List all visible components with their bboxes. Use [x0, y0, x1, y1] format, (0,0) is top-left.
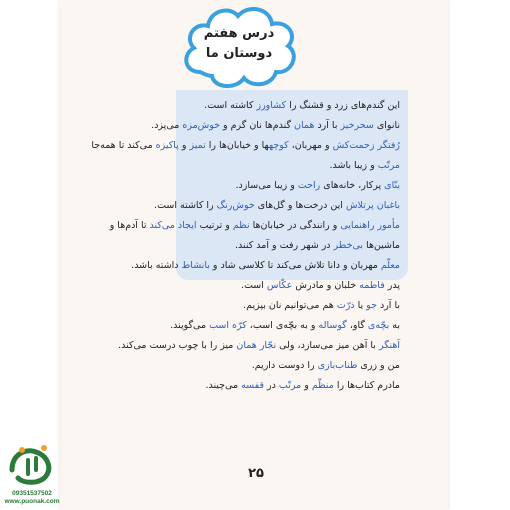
text-segment: می‌پزد.	[151, 120, 183, 131]
text-segment: خلبان و مادرش	[292, 280, 360, 291]
vocab-word: راحت	[297, 180, 321, 191]
vocab-word: عکّاس	[266, 280, 293, 291]
vocab-word: بنّای	[384, 180, 400, 191]
text-segment: می‌کند تا همه‌جا	[91, 140, 156, 151]
vocab-word: منظّم	[311, 380, 334, 391]
vocab-word: سحرخیز	[340, 120, 374, 131]
text-segment: کاشته است.	[204, 100, 257, 111]
text-line	[88, 376, 400, 396]
text-segment: این گندم‌های زرد و قشنگ را	[286, 100, 400, 111]
vocab-word: نجّار	[259, 340, 277, 351]
vocab-word: همان	[236, 340, 257, 351]
text-segment: گندم‌ها نان گرم و	[220, 120, 295, 131]
publisher-logo	[2, 440, 62, 506]
text-segment: تا آدم‌ها و	[109, 220, 150, 231]
vocab-word: قفسه	[241, 380, 264, 391]
vocab-word: خوش‌رنگ	[216, 200, 255, 211]
text-segment: و	[301, 380, 312, 391]
text-segment: و رانندگی در خیابان‌ها	[249, 220, 341, 231]
text-line	[88, 216, 400, 236]
vocab-word: همان	[294, 120, 315, 131]
vocab-word: خوش‌مزه	[182, 120, 221, 131]
text-line	[88, 236, 400, 256]
text-segment: به	[389, 320, 400, 331]
page-number: ۲۵	[248, 466, 264, 481]
text-segment: می‌گویند.	[170, 320, 210, 331]
text-segment: را دوست داریم.	[251, 360, 318, 371]
text-line	[88, 276, 400, 296]
text-segment: و به بچّه‌ی اسب،	[246, 320, 319, 331]
text-segment: پرکار، خانه‌های	[320, 180, 385, 191]
vocab-word: نظم	[232, 220, 250, 231]
text-line	[88, 116, 400, 136]
vocab-word: بچّه‌ی	[367, 320, 390, 331]
text-segment: و زیبا باشد.	[329, 160, 378, 171]
text-line	[88, 316, 400, 336]
text-segment: هم می‌توانیم نان بپزیم.	[243, 300, 337, 311]
text-segment: ها و خیابان‌ها را	[205, 140, 269, 151]
text-line	[88, 96, 400, 116]
text-segment: مهربان و دانا تلاش می‌کند تا کلاسی شاد و	[209, 260, 381, 271]
vocab-word: کرّه اسب	[209, 320, 247, 331]
text-segment: و ترتیب	[196, 220, 233, 231]
text-segment: نانوای	[373, 120, 400, 131]
vocab-word: کوچه	[268, 140, 289, 151]
publisher-website: www.puonak.com	[4, 498, 60, 505]
text-line	[88, 296, 400, 316]
vocab-word: پاکیزه	[155, 140, 179, 151]
vocab-word: جو	[366, 300, 377, 311]
text-line	[88, 196, 400, 216]
vocab-word: آهنگر	[378, 340, 400, 351]
text-segment: در	[264, 380, 279, 391]
text-line	[88, 176, 400, 196]
publisher-phone: 09351537502	[12, 490, 52, 497]
text-segment: و	[178, 140, 190, 151]
text-segment: و زیبا می‌سازد.	[235, 180, 298, 191]
text-segment: میز را با چوب درست می‌کند.	[118, 340, 237, 351]
lesson-title: دوستان ما	[205, 46, 273, 61]
text-segment: با آرد	[376, 300, 400, 311]
text-segment: و مهربان،	[288, 140, 333, 151]
lesson-title-cloud	[178, 2, 300, 92]
text-segment: یا	[354, 300, 367, 311]
vocab-word: تمیز	[189, 140, 206, 151]
text-segment: را کاشته است.	[154, 200, 217, 211]
text-segment: است.	[240, 280, 267, 291]
text-segment: با آهن میز می‌سازد، ولی	[276, 340, 379, 351]
text-segment: ماشین‌ها	[363, 240, 400, 251]
text-line	[88, 256, 400, 276]
lesson-text	[88, 96, 400, 396]
vocab-word: معلّم	[380, 260, 400, 271]
vocab-word: رُفتگر زحمت‌کش	[332, 140, 400, 151]
vocab-word: فاطمه	[359, 280, 385, 291]
text-segment: می‌چیند.	[205, 380, 242, 391]
vocab-word: بی‌خطر	[333, 240, 364, 251]
text-line	[88, 356, 400, 376]
vocab-word: ذرّت	[336, 300, 355, 311]
text-line	[88, 136, 400, 156]
text-segment: داشته باشد.	[131, 260, 182, 271]
text-segment: مادرم کتاب‌ها را	[333, 380, 400, 391]
vocab-word: باغبان پرتلاش	[345, 200, 400, 211]
text-segment: پدر	[384, 280, 400, 291]
text-segment: من و زری	[357, 360, 400, 371]
vocab-word: ایجاد می‌کند	[149, 220, 197, 231]
text-segment: در شهر رفت و آمد کنند.	[235, 240, 334, 251]
text-line	[88, 156, 400, 176]
text-segment: گاو،	[346, 320, 368, 331]
text-line	[88, 336, 400, 356]
vocab-word: کشاورز	[256, 100, 287, 111]
vocab-word: بانشاط	[181, 260, 210, 271]
vocab-word: مرتّب	[377, 160, 400, 171]
text-segment: این درخت‌ها و گل‌های	[254, 200, 346, 211]
vocab-word: طناب‌بازی	[317, 360, 358, 371]
text-segment: با آرد	[314, 120, 341, 131]
vocab-word: گوساله	[318, 320, 347, 331]
puonak-logo-icon	[6, 440, 58, 488]
vocab-word: مأمور راهنمایی	[340, 220, 400, 231]
lesson-number: درس هفتم	[203, 26, 275, 41]
vocab-word: مرتّب	[278, 380, 302, 391]
